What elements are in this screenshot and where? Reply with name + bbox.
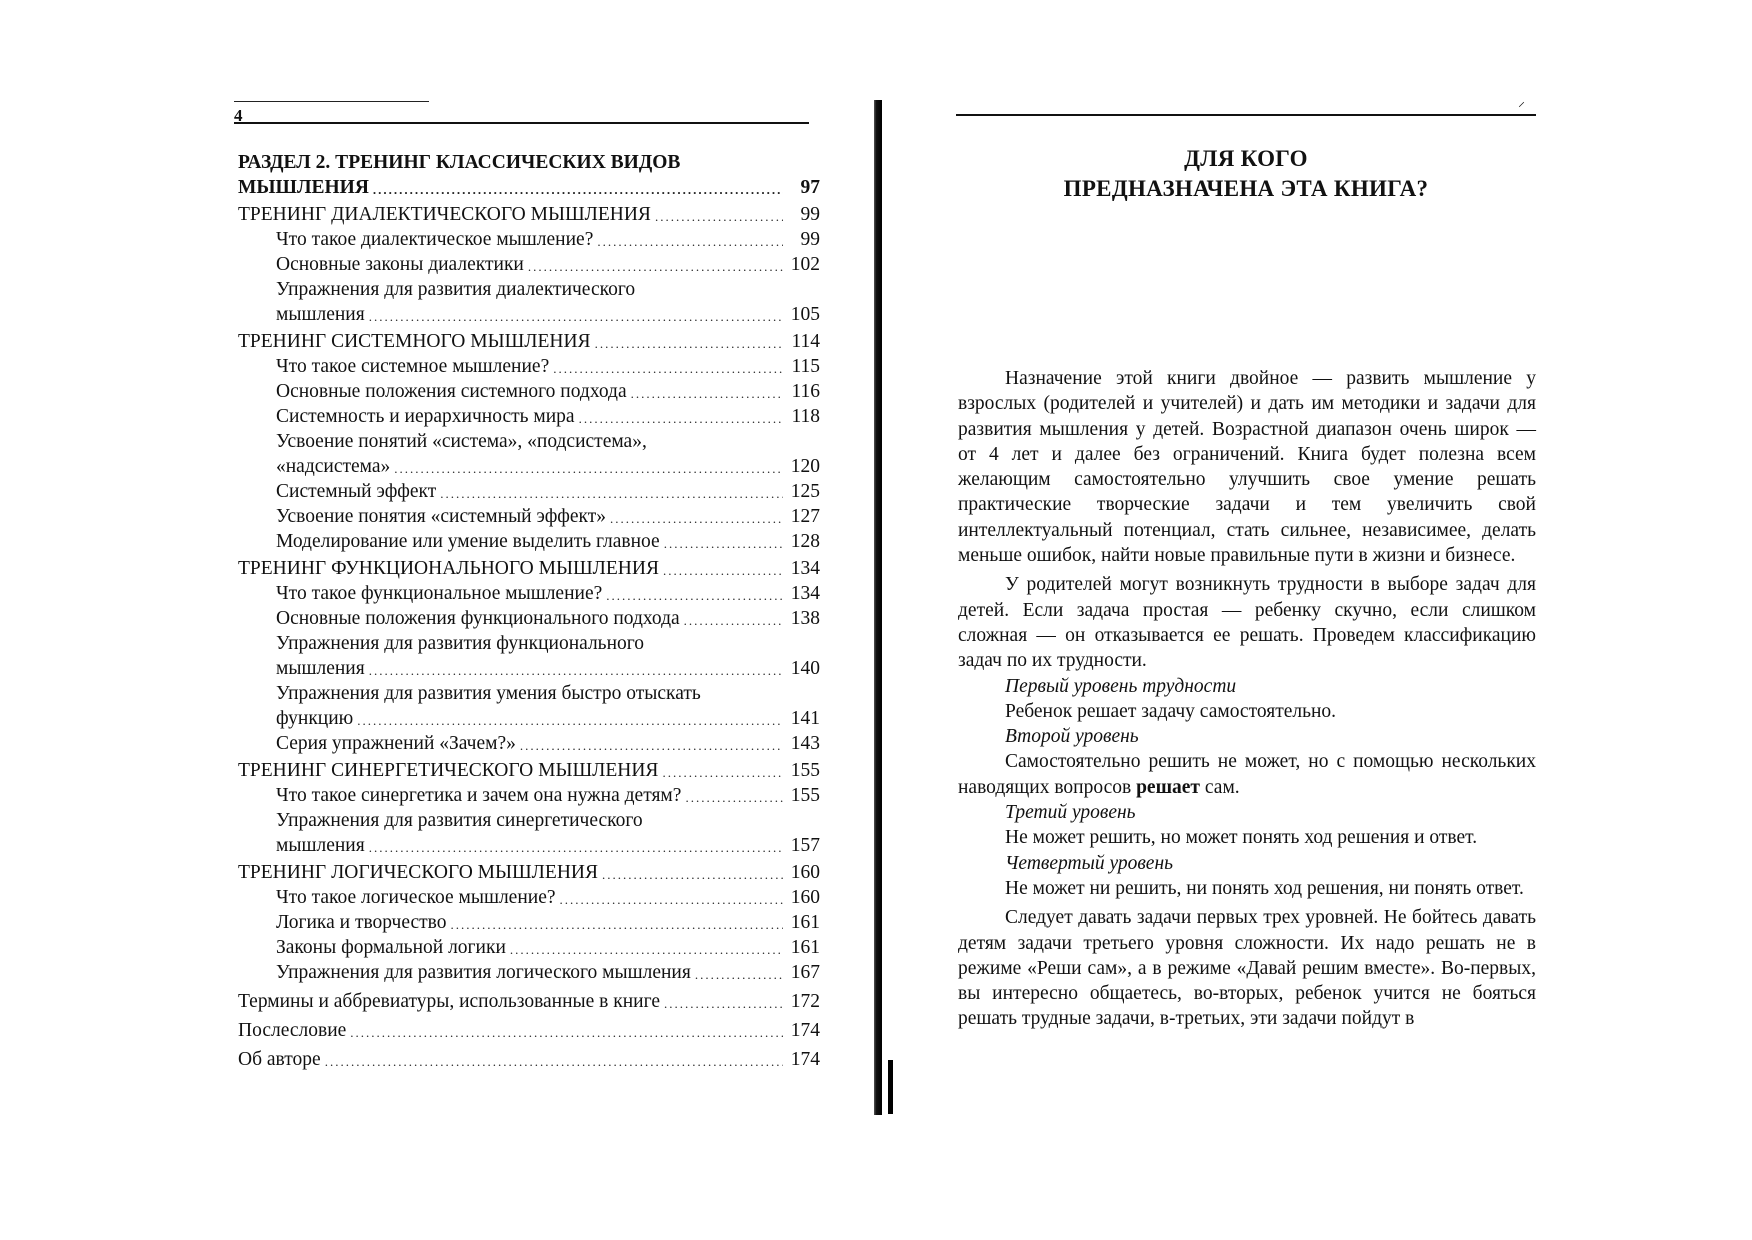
difficulty-level-heading: Второй уровень: [1005, 726, 1139, 748]
dot-leader: [369, 661, 783, 681]
toc-entry-title: мышления: [276, 656, 369, 681]
toc-page-number: 127: [790, 506, 820, 527]
toc-entry-title: «надсистема»: [276, 454, 394, 479]
toc-entry-title: Что такое синергетика и зачем она нужна детям?: [276, 783, 685, 808]
dot-leader: [631, 384, 783, 404]
toc-entry: [238, 1047, 820, 1072]
dot-leader: [560, 890, 783, 910]
difficulty-level-heading: Третий уровень: [1005, 802, 1136, 824]
toc-entry: [238, 354, 820, 379]
toc-entry: [238, 429, 820, 479]
toc-entry-title: функцию: [276, 706, 357, 731]
toc-entry-title: Усвоение понятий «система», «подсистема»,: [276, 431, 647, 452]
toc-page-number: 141: [790, 708, 820, 729]
toc-entry: [238, 681, 820, 731]
toc-entry-title: Серия упражнений «Зачем?»: [276, 731, 520, 756]
toc-entry-title: Об авторе: [238, 1047, 325, 1072]
toc-entry-title: Моделирование или умение выделить главное: [276, 529, 664, 554]
dot-leader: [597, 232, 783, 252]
difficulty-level-heading: Четвертый уровень: [1005, 852, 1174, 874]
toc-entry-title: мышления: [276, 833, 369, 858]
toc-entry-title: МЫШЛЕНИЯ: [238, 175, 373, 200]
toc-entry-title: Основные положения системного подхода: [276, 379, 631, 404]
dot-leader: [325, 1052, 783, 1072]
toc-entry: [238, 910, 820, 935]
dot-leader: [440, 484, 783, 504]
dot-leader: [664, 534, 783, 554]
dot-leader: [369, 307, 783, 327]
toc-entry-title: Усвоение понятия «системный эффект»: [276, 504, 610, 529]
toc-page-number: 105: [790, 304, 820, 325]
toc-page-number: 115: [791, 356, 820, 377]
chapter-title-line-1: ДЛЯ КОГО: [1184, 146, 1308, 171]
toc-page-number: 128: [790, 531, 820, 552]
toc-page-number: 161: [790, 937, 820, 958]
toc-page-number: 120: [790, 456, 820, 477]
toc-page-number: 161: [790, 912, 820, 933]
dot-leader: [684, 611, 783, 631]
toc-entry: [238, 758, 820, 783]
difficulty-level-heading: Первый уровень трудности: [1005, 675, 1237, 697]
paragraph: Самостоятельно решить не может, но с помощью нескольких наводящих вопросов решает сам.: [958, 751, 1536, 798]
toc-entry: [238, 783, 820, 808]
dot-leader: [595, 334, 783, 354]
toc-entry: [238, 581, 820, 606]
toc-entry: [238, 404, 820, 429]
dot-leader: [685, 788, 783, 808]
toc-entry: [238, 479, 820, 504]
book-spine-shadow: [888, 1060, 893, 1114]
toc-entry-title: Упражнения для развития функционального: [276, 633, 645, 654]
dot-leader: [602, 865, 783, 885]
toc-entry-title: Что такое диалектическое мышление?: [276, 227, 597, 252]
toc-entry-title: Термины и аббревиатуры, использованные в книге: [238, 989, 664, 1014]
toc-page-number: 157: [790, 835, 820, 856]
toc-entry-title: Что такое функциональное мышление?: [276, 581, 606, 606]
toc-page-number: 138: [790, 608, 820, 629]
dot-leader: [369, 838, 783, 858]
toc-page-number: 160: [790, 862, 820, 883]
toc-page-number: 155: [790, 760, 820, 781]
toc-entry: [238, 960, 820, 985]
toc-page-number: 160: [790, 887, 820, 908]
toc-entry-title: ТРЕНИНГ СИНЕРГЕТИЧЕСКОГО МЫШЛЕНИЯ: [238, 758, 662, 783]
toc-entry: [238, 529, 820, 554]
toc-entry: [238, 556, 820, 581]
toc-entry-title: Упражнения для развития умения быстро отыскать: [276, 683, 701, 704]
body-text: [958, 366, 1536, 1032]
table-of-contents: [238, 150, 820, 1072]
toc-entry-title: Системность и иерархичность мира: [276, 404, 579, 429]
toc-entry: [238, 860, 820, 885]
dot-leader: [451, 915, 783, 935]
toc-entry-title: РАЗДЕЛ 2. ТРЕНИНГ КЛАССИЧЕСКИХ ВИДОВ: [238, 152, 681, 173]
right-page: [900, 0, 1752, 1240]
toc-entry-title: Основные законы диалектики: [276, 252, 528, 277]
toc-entry: [238, 379, 820, 404]
page-number: ⸝: [1518, 95, 1525, 110]
toc-page-number: 174: [790, 1049, 820, 1070]
toc-page-number: 99: [800, 229, 820, 250]
toc-entry: [238, 631, 820, 681]
toc-entry: [238, 150, 820, 200]
toc-entry-title: ТРЕНИНГ ДИАЛЕКТИЧЕСКОГО МЫШЛЕНИЯ: [238, 202, 655, 227]
toc-page-number: 167: [790, 962, 820, 983]
toc-entry-title: мышления: [276, 302, 369, 327]
toc-entry: [238, 935, 820, 960]
toc-entry: [238, 989, 820, 1014]
book-spine: [874, 100, 882, 1115]
dot-leader: [663, 561, 783, 581]
toc-entry: [238, 227, 820, 252]
paragraph: Не может решить, но может понять ход решения и ответ.: [1005, 827, 1478, 849]
toc-page-number: 114: [791, 331, 820, 352]
page-number: 4: [234, 106, 243, 125]
toc-page-number: 102: [790, 254, 820, 275]
dot-leader: [662, 763, 783, 783]
toc-entry: [238, 606, 820, 631]
toc-page-number: 125: [790, 481, 820, 502]
toc-page-number: 143: [790, 733, 820, 754]
dot-leader: [394, 459, 783, 479]
dot-leader: [695, 965, 783, 985]
toc-entry: [238, 252, 820, 277]
toc-entry-title: ТРЕНИНГ ФУНКЦИОНАЛЬНОГО МЫШЛЕНИЯ: [238, 556, 663, 581]
dot-leader: [357, 711, 783, 731]
toc-page-number: 174: [790, 1020, 820, 1041]
toc-entry: [238, 504, 820, 529]
dot-leader: [610, 509, 783, 529]
dot-leader: [664, 994, 783, 1014]
toc-entry: [238, 1018, 820, 1043]
dot-leader: [528, 257, 783, 277]
paragraph: Не может ни решить, ни понять ход решения, ни понять ответ.: [1005, 877, 1524, 899]
dot-leader: [350, 1023, 783, 1043]
paragraph: Назначение этой книги двойное — развить мышление у взрослых (родителей и учителей) и дать им методики и задачи для развития мышления у детей. Возрастной диапазон очень широк — от 4 лет и далее без ограничений. Книга будет полезна всем желающим самостоятельно улучшить свое умение решать практические творческие задачи и тем увеличить свой интеллектуальный потенциал, стать сильнее, независимее, делать меньше ошибок, найти новые правильные пути в жизни и бизнесе.: [958, 368, 1536, 567]
toc-entry-title: Что такое системное мышление?: [276, 354, 553, 379]
toc-entry-title: Послесловие: [238, 1018, 350, 1043]
paragraph: Следует давать задачи первых трех уровней. Не бойтесь давать детям задачи третьего уровня сложности. Их надо решать не в режиме «Реши сам», а в режиме «Давай решим вместе». Во-первых, вы интересно общаетесь, во-вторых, ребенок учится не бояться решать трудные задачи, в-третьих, эти задачи пойдут в: [958, 907, 1536, 1030]
dot-leader: [510, 940, 783, 960]
toc-entry: [238, 202, 820, 227]
dot-leader: [655, 207, 783, 227]
dot-leader: [606, 586, 783, 606]
toc-entry-title: Упражнения для развития логического мышления: [276, 960, 695, 985]
toc-entry-title: ТРЕНИНГ ЛОГИЧЕСКОГО МЫШЛЕНИЯ: [238, 860, 602, 885]
toc-entry: [238, 885, 820, 910]
toc-page-number: 140: [790, 658, 820, 679]
chapter-title-line-2: ПРЕДНАЗНАЧЕНА ЭТА КНИГА?: [1063, 176, 1429, 201]
header-rule: [956, 114, 1536, 116]
toc-entry-title: Упражнения для развития диалектического: [276, 279, 636, 300]
toc-entry: [238, 277, 820, 327]
paragraph: У родителей могут возникнуть трудности в выборе задач для детей. Если задача простая — ребенку скучно, если слишком сложная — он отказывается ее решать. Проведем классификацию задач по их трудности.: [958, 574, 1536, 672]
header-rule-short: [234, 101, 429, 102]
toc-entry: [238, 329, 820, 354]
toc-entry: [238, 731, 820, 756]
toc-entry-title: Что такое логическое мышление?: [276, 885, 560, 910]
dot-leader: [373, 180, 783, 200]
paragraph: Ребенок решает задачу самостоятельно.: [1005, 700, 1337, 722]
toc-entry-title: Основные положения функционального подхода: [276, 606, 684, 631]
toc-page-number: 99: [800, 204, 820, 225]
toc-page-number: 134: [790, 583, 820, 604]
toc-entry-title: ТРЕНИНГ СИСТЕМНОГО МЫШЛЕНИЯ: [238, 329, 595, 354]
toc-entry-title: Логика и творчество: [276, 910, 451, 935]
chapter-title: [956, 144, 1536, 204]
toc-page-number: 134: [790, 558, 820, 579]
dot-leader: [553, 359, 783, 379]
toc-entry-title: Упражнения для развития синергетического: [276, 810, 643, 831]
toc-entry-title: Законы формальной логики: [276, 935, 510, 960]
toc-page-number: 155: [790, 785, 820, 806]
toc-entry: [238, 808, 820, 858]
header-rule: [234, 122, 809, 124]
dot-leader: [579, 409, 783, 429]
toc-entry-title: Системный эффект: [276, 479, 440, 504]
toc-page-number: 118: [791, 406, 820, 427]
dot-leader: [520, 736, 783, 756]
toc-page-number: 172: [790, 991, 820, 1012]
toc-page-number: 97: [800, 177, 820, 198]
toc-page-number: 116: [791, 381, 820, 402]
